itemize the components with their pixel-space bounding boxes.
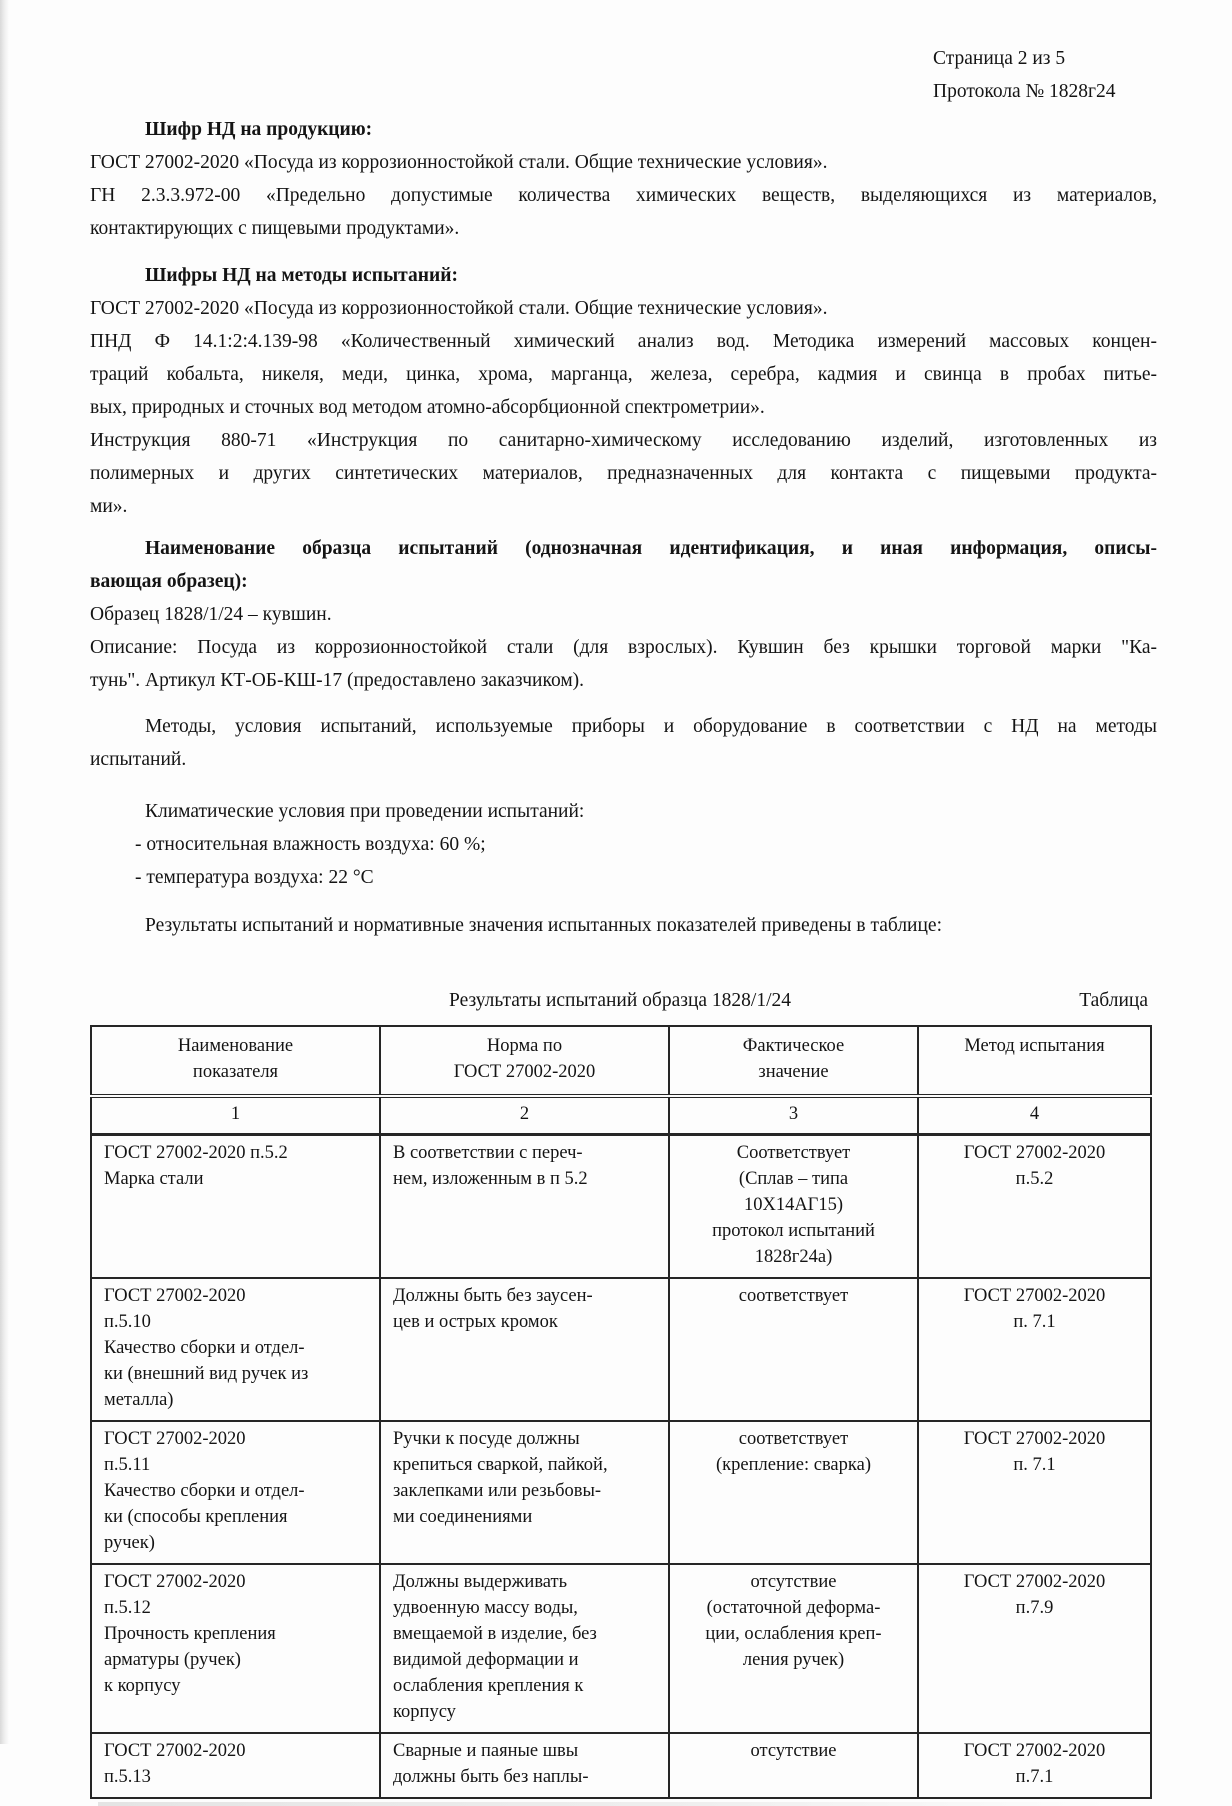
column-header-norm: Норма по ГОСТ 27002-2020 bbox=[380, 1026, 669, 1096]
cell-norm: Должны быть без заусен- цев и острых кромок bbox=[380, 1278, 669, 1421]
sample-heading: Наименование образца испытаний (однозначная идентификация, и иная информация, описы- вающая образец): bbox=[90, 538, 1157, 592]
column-number: 1 bbox=[91, 1096, 380, 1135]
climate-items: - относительная влажность воздуха: 60 %; - температура воздуха: 22 °С bbox=[135, 834, 486, 888]
product-code-paragraph: ГОСТ 27002-2020 «Посуда из коррозионностойкой стали. Общие технические условия». bbox=[90, 152, 828, 173]
cell-method: ГОСТ 27002-2020 п.5.2 bbox=[918, 1135, 1151, 1279]
cell-method: ГОСТ 27002-2020 п. 7.1 bbox=[918, 1421, 1151, 1564]
cell-indicator: ГОСТ 27002-2020 п.5.10 Качество сборки и отдел- ки (внешний вид ручек из металла) bbox=[91, 1278, 380, 1421]
method-code-heading: Шифры НД на методы испытаний: bbox=[145, 265, 458, 286]
table-row bbox=[91, 1278, 1151, 1421]
product-code-heading: Шифр НД на продукцию: bbox=[145, 119, 373, 140]
cell-actual: Соответствует (Сплав – типа 10Х14АГ15) протокол испытаний 1828г24а) bbox=[669, 1135, 918, 1279]
column-number-row bbox=[91, 1096, 1151, 1135]
cell-indicator: ГОСТ 27002-2020 п.5.2 Марка стали bbox=[91, 1135, 380, 1279]
table-row bbox=[91, 1733, 1151, 1798]
cell-indicator: ГОСТ 27002-2020 п.5.13 bbox=[91, 1733, 380, 1798]
table-row bbox=[91, 1135, 1151, 1279]
cell-indicator: ГОСТ 27002-2020 п.5.12 Прочность крепления арматуры (ручек) к корпусу bbox=[91, 1564, 380, 1733]
cell-norm: Должны выдерживать удвоенную массу воды, вмещаемой в изделие, без видимой деформации и ослабления крепления к корпусу bbox=[380, 1564, 669, 1733]
product-code-paragraph: ГН 2.3.3.972-00 «Предельно допустимые количества химических веществ, выделяющихся из материалов, контактирующих с пищевыми продуктами». bbox=[90, 185, 1157, 239]
cell-actual: соответствует bbox=[669, 1278, 918, 1421]
column-header-method: Метод испытания bbox=[918, 1026, 1151, 1096]
cell-method: ГОСТ 27002-2020 п.7.9 bbox=[918, 1564, 1151, 1733]
method-code-paragraph: ГОСТ 27002-2020 «Посуда из коррозионностойкой стали. Общие технические условия». bbox=[90, 298, 828, 319]
method-code-paragraph: ПНД Ф 14.1:2:4.139-98 «Количественный химический анализ вод. Методика измерений массовых концен- траций кобальта, никеля, меди, цинка, хрома, марганца, железа, серебра, кадмия и свинца в пробах питье- вых, природных и сточных вод методом атомно-абсорбционной спектрометрии». bbox=[90, 331, 1157, 418]
table-caption bbox=[90, 984, 1150, 1017]
protocol-number: Протокола № 1828г24 bbox=[933, 81, 1116, 102]
method-code-paragraph: Инструкция 880-71 «Инструкция по санитарно-химическому исследованию изделий, изготовленных из полимерных и других синтетических материалов, предназначенных для контакта с пищевыми продукта- ми». bbox=[90, 430, 1157, 517]
cell-norm: Ручки к посуде должны крепиться сваркой, пайкой, заклепками или резьбовы- ми соединениями bbox=[380, 1421, 669, 1564]
cell-actual: отсутствие bbox=[669, 1733, 918, 1798]
cell-method: ГОСТ 27002-2020 п.7.1 bbox=[918, 1733, 1151, 1798]
climate-section bbox=[90, 795, 1157, 894]
table-caption-text: Результаты испытаний образца 1828/1/24 bbox=[448, 990, 791, 1011]
table-label: Таблица bbox=[1079, 990, 1148, 1011]
table-row bbox=[91, 1421, 1151, 1564]
page-number: Страница 2 из 5 bbox=[933, 48, 1066, 69]
page-header bbox=[933, 42, 1157, 108]
sample-description: Описание: Посуда из коррозионностойкой стали (для взрослых). Кувшин без крышки торговой марки "Ка- тунь". Артикул КТ-ОБ-КШ-17 (предоставлено заказчиком). bbox=[90, 637, 1157, 691]
cell-indicator: ГОСТ 27002-2020 п.5.11 Качество сборки и отдел- ки (способы крепления ручек) bbox=[91, 1421, 380, 1564]
column-number: 2 bbox=[380, 1096, 669, 1135]
column-number: 4 bbox=[918, 1096, 1151, 1135]
table-header-row bbox=[91, 1026, 1151, 1096]
sample-id-line: Образец 1828/1/24 – кувшин. bbox=[90, 604, 332, 625]
cell-actual: соответствует (крепление: сварка) bbox=[669, 1421, 918, 1564]
cell-actual: отсутствие (остаточной деформа- ции, ослабления креп- ления ручек) bbox=[669, 1564, 918, 1733]
scan-smear-artifact bbox=[98, 1802, 1108, 1806]
table-row bbox=[91, 1564, 1151, 1733]
column-header-indicator: Наименование показателя bbox=[91, 1026, 380, 1096]
methods-paragraph: Методы, условия испытаний, используемые приборы и оборудование в соответствии с НД на методы испытаний. bbox=[90, 716, 1157, 770]
cell-norm: Сварные и паяные швы должны быть без наплы- bbox=[380, 1733, 669, 1798]
column-number: 3 bbox=[669, 1096, 918, 1135]
cell-method: ГОСТ 27002-2020 п. 7.1 bbox=[918, 1278, 1151, 1421]
climate-heading: Климатические условия при проведении испытаний: bbox=[145, 801, 585, 822]
results-intro: Результаты испытаний и нормативные значения испытанных показателей приведены в таблице: bbox=[145, 915, 943, 936]
results-table bbox=[90, 1025, 1152, 1799]
cell-norm: В соответствии с переч- нем, изложенным в п 5.2 bbox=[380, 1135, 669, 1279]
column-header-actual: Фактическое значение bbox=[669, 1026, 918, 1096]
